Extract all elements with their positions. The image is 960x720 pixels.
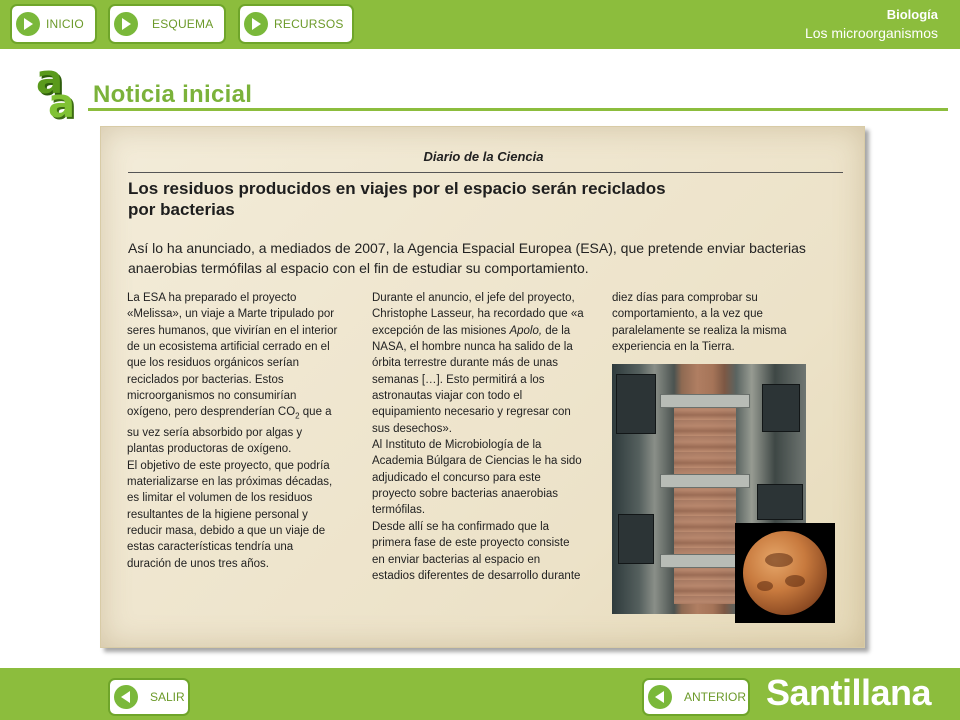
masthead-divider <box>128 172 843 173</box>
article-column-3 <box>612 290 826 355</box>
play-arrow-right-icon <box>244 12 268 36</box>
subject-info <box>805 6 938 42</box>
article-lead: Así lo ha anunciado, a mediados de 2007, la Agencia Espacial Europea (ESA), que pretende enviar bacterias anaerobias termófilas al espacio con el fin de estudiar su comportamiento. <box>128 240 806 276</box>
play-arrow-right-icon <box>16 12 40 36</box>
article-column-1 <box>127 290 339 572</box>
salir-button[interactable] <box>108 678 190 716</box>
play-arrow-left-icon <box>114 685 138 709</box>
inicio-button[interactable] <box>10 4 97 44</box>
unit-name: Los microorganismos <box>804 25 938 41</box>
recursos-label: RECURSOS <box>274 17 344 31</box>
inicio-label: INICIO <box>46 17 84 31</box>
anterior-label: ANTERIOR <box>684 690 747 704</box>
play-arrow-right-icon <box>114 12 138 36</box>
play-arrow-left-icon <box>648 685 672 709</box>
article-headline: Los residuos producidos en viajes por el espacio serán reciclados por bacterias <box>128 179 666 219</box>
title-divider <box>88 108 948 111</box>
mars-photo <box>735 523 835 623</box>
column-1-paragraph-2: El objetivo de este proyecto, que podría materializarse en las próximas décadas, es limitar el volumen de los residuos resultantes de la higiene personal y reducir masa, debido a que un viaje de estas características tendría una duración de unos tres años. <box>127 459 333 570</box>
page-title: Noticia inicial <box>93 81 253 108</box>
column-2-paragraph-2: Al Instituto de Microbiología de la Academia Búlgara de Ciencias le ha sido adjudicado el concurso para este proyecto sobre bacterias anaerobias termófilas. <box>372 439 582 517</box>
anterior-button[interactable] <box>642 678 750 716</box>
esquema-button[interactable] <box>108 4 226 44</box>
publisher-logo: Santillana <box>766 672 932 713</box>
subject-name: Biología <box>886 7 938 22</box>
article-column-2 <box>372 290 584 584</box>
esquema-label: ESQUEMA <box>152 17 214 31</box>
newspaper-masthead: Diario de la Ciencia <box>423 149 544 164</box>
column-3-paragraph-1: diez días para comprobar su comportamiento, a la vez que paralelamente se realiza la misma experiencia en la Tierra. <box>612 292 787 354</box>
section-logo-icon: a a <box>36 57 75 127</box>
recursos-button[interactable] <box>238 4 354 44</box>
column-2-paragraph-3: Desde allí se ha confirmado que la primera fase de este proyecto consiste en enviar bacterias al espacio en estadios diferentes de desarrollo durante <box>372 520 581 582</box>
column-1-paragraph-1: La ESA ha preparado el proyecto «Melissa», un viaje a Marte tripulado por seres humanos, que vivirían en el interior de un ecosistema artificial cerrado en el que los residuos orgánicos serían reciclados por bacterias. Estos microorganismos no consumirían oxígeno, pero desprenderían $CO_2$ que a su vez sería absorbido por algas y plantas productoras de oxígeno. <box>127 292 338 456</box>
salir-label: SALIR <box>150 690 185 704</box>
column-2-paragraph-1: Durante el anuncio, el jefe del proyecto, Christophe Lasseur, ha recordado que «a excepción de las misiones Apolo, de la NASA, el hombre nunca ha salido de la órbita terrestre durante más de unas semanas […]. Esto permitirá a los astronautas viajar con todo el equipamiento necesario y regresar con sus desechos». <box>372 292 584 435</box>
